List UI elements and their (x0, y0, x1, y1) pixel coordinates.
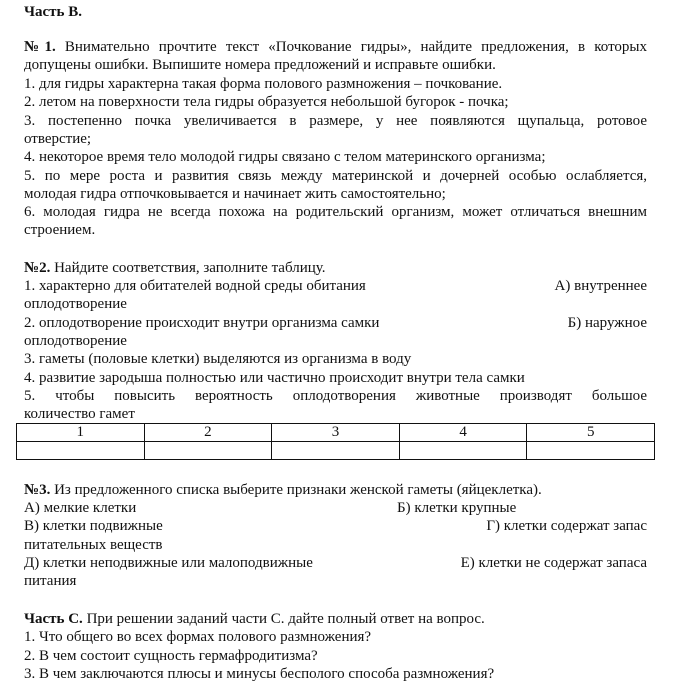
table-header-cell: 1 (17, 424, 145, 442)
task3-option-g: Г) клетки содержат запас (486, 518, 647, 534)
table-header-cell: 2 (144, 424, 272, 442)
answer-cell-3[interactable] (272, 442, 400, 460)
task1-item-6-cont: строением. (24, 222, 96, 238)
task3-option-g-cont: питательных веществ (24, 537, 163, 553)
task3-intro: №3. Из предложенного списка выберите признаки женской гаметы (яйцеклетка). (24, 482, 542, 498)
task1-item-5: 5. по мере роста и развития связь между материнской и дочерней особью ослабляется, (24, 168, 647, 184)
answer-cell-5[interactable] (527, 442, 655, 460)
table-header-row (17, 424, 655, 442)
task2-item-2-row (24, 314, 647, 332)
task1-item-3: 3. постепенно почка увеличивается в размере, у нее появляются щупальца, ротовое (24, 113, 647, 129)
part-c-question-2: 2. В чем состоит сущность гермафродитизма? (24, 648, 318, 664)
task2-item-5-cont: количество гамет (24, 406, 135, 422)
table-header-cell: 5 (527, 424, 655, 442)
table-header-cell: 4 (399, 424, 527, 442)
part-c-intro: Часть С. При решении заданий части С. дайте полный ответ на вопрос. (24, 611, 485, 627)
task2-option-b: Б) наружное (567, 315, 647, 331)
task3-option-d: Д) клетки неподвижные или малоподвижные (24, 555, 313, 571)
task2-item-1-row (24, 277, 647, 295)
task3-option-v: В) клетки подвижные (24, 518, 163, 534)
task2-item-4: 4. развитие зародыша полностью или частично происходит внутри тела самки (24, 370, 525, 386)
answer-cell-2[interactable] (144, 442, 272, 460)
task2-intro: №2. Найдите соответствия, заполните таблицу. (24, 260, 326, 276)
task1-item-3-cont: отверстие; (24, 131, 92, 147)
task3-number: №3. (24, 482, 51, 498)
answer-cell-4[interactable] (399, 442, 527, 460)
table-header-cell: 3 (272, 424, 400, 442)
task3-row-3 (24, 554, 647, 572)
task2-number: №2. (24, 260, 51, 276)
task1-item-4: 4. некоторое время тело молодой гидры связано с телом материнского организма; (24, 149, 546, 165)
part-c-question-1: 1. Что общего во всех формах полового размножения? (24, 629, 372, 645)
task2-item-3: 3. гаметы (половые клетки) выделяются из организма в воду (24, 351, 412, 367)
task3-option-a: А) мелкие клетки (24, 500, 137, 516)
table-answer-row (17, 442, 655, 460)
task1-item-5-cont: молодая гидра отпочковывается и начинает жить самостоятельно; (24, 186, 446, 202)
task1-item-6: 6. молодая гидра не всегда похожа на родительский организм, может отличаться внешним (24, 204, 647, 220)
task1-intro-line2: допущены ошибки. Выпишите номера предложений и исправьте ошибки. (24, 57, 496, 73)
task3-row-1 (24, 499, 647, 517)
answer-cell-1[interactable] (17, 442, 145, 460)
part-c-title: Часть С. (24, 611, 83, 627)
part-b-title: Часть В. (24, 4, 82, 20)
task1-item-2: 2. летом на поверхности тела гидры образуется небольшой бугорок - почка; (24, 94, 509, 110)
task1-item-1: 1. для гидры характерна такая форма полового размножения – почкование. (24, 76, 503, 92)
task2-item-5: 5. чтобы повысить вероятность оплодотворения животные производят большое (24, 388, 647, 404)
task2-option-a: А) внутреннее (554, 278, 647, 294)
task1-intro-line1: №1. Внимательно прочтите текст «Почкование гидры», найдите предложения, в которых (24, 39, 648, 55)
task2-option-b-cont: оплодотворение (24, 333, 127, 349)
task2-answer-table (16, 423, 655, 460)
task2-item-1: 1. характерно для обитателей водной среды обитания (24, 278, 366, 294)
task1-number: №1. (24, 39, 56, 55)
task2-item-2: 2. оплодотворение происходит внутри организма самки (24, 315, 380, 331)
task3-option-e-cont: питания (24, 573, 77, 589)
task3-option-e: Е) клетки не содержат запаса (460, 555, 647, 571)
part-c-question-3: 3. В чем заключаются плюсы и минусы бесполого способа размножения? (24, 666, 495, 682)
task3-row-2 (24, 517, 647, 535)
task3-option-b: Б) клетки крупные (397, 500, 517, 516)
task2-option-a-cont: оплодотворение (24, 296, 127, 312)
